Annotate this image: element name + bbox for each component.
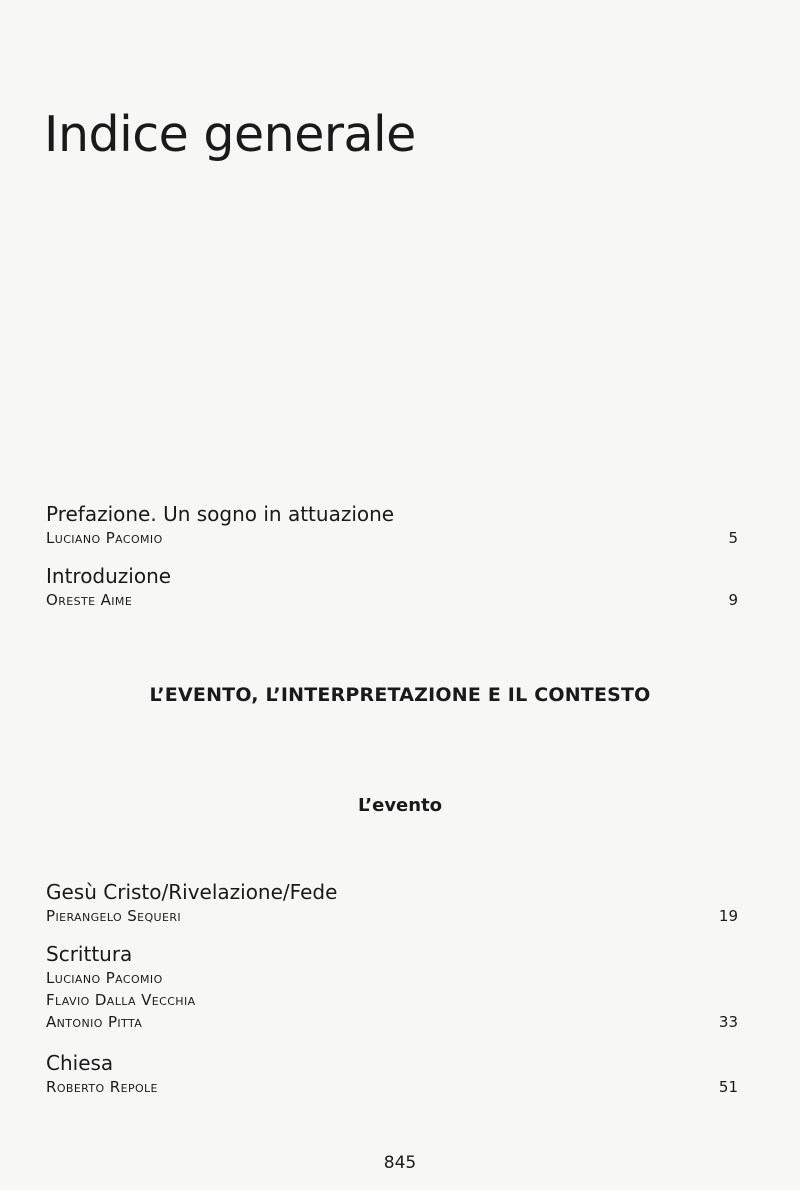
author-row <box>46 967 738 989</box>
entry-author: Pierangelo Sequeri <box>46 907 182 925</box>
author-row <box>46 905 738 927</box>
page-title: Indice generale <box>44 106 416 163</box>
toc-entry <box>46 941 738 1033</box>
page-number: 9 <box>728 591 738 609</box>
entry-title: Prefazione. Un sogno in attuazione <box>46 502 395 526</box>
author-row <box>46 527 738 549</box>
toc-entry <box>46 1050 738 1098</box>
toc-entry <box>46 501 738 549</box>
page-number: 51 <box>718 1078 738 1096</box>
page-folio: 845 <box>383 1153 417 1173</box>
page-number: 5 <box>728 529 738 547</box>
entry-author: Antonio Pitta <box>46 1013 143 1031</box>
entry-author: Flavio Dalla Vecchia <box>46 991 196 1009</box>
page-number: 19 <box>718 907 738 925</box>
author-row <box>46 1011 738 1033</box>
author-row <box>46 1076 738 1098</box>
entry-author: Oreste Aime <box>46 591 133 609</box>
entry-title: Scrittura <box>46 942 133 966</box>
author-row <box>46 589 738 611</box>
section-heading: L’evento <box>357 795 443 816</box>
entry-author: Luciano Pacomio <box>46 969 163 987</box>
entry-title: Chiesa <box>46 1051 114 1075</box>
part-heading: L’EVENTO, L’INTERPRETAZIONE E IL CONTESTO <box>149 684 651 706</box>
author-row <box>46 989 738 1011</box>
entry-author: Roberto Repole <box>46 1078 158 1096</box>
entry-title: Introduzione <box>46 564 172 588</box>
entry-author: Luciano Pacomio <box>46 529 163 547</box>
toc-entry <box>46 563 738 611</box>
toc-entry <box>46 879 738 927</box>
entry-title: Gesù Cristo/Rivelazione/Fede <box>46 880 338 904</box>
page-number: 33 <box>718 1013 738 1031</box>
